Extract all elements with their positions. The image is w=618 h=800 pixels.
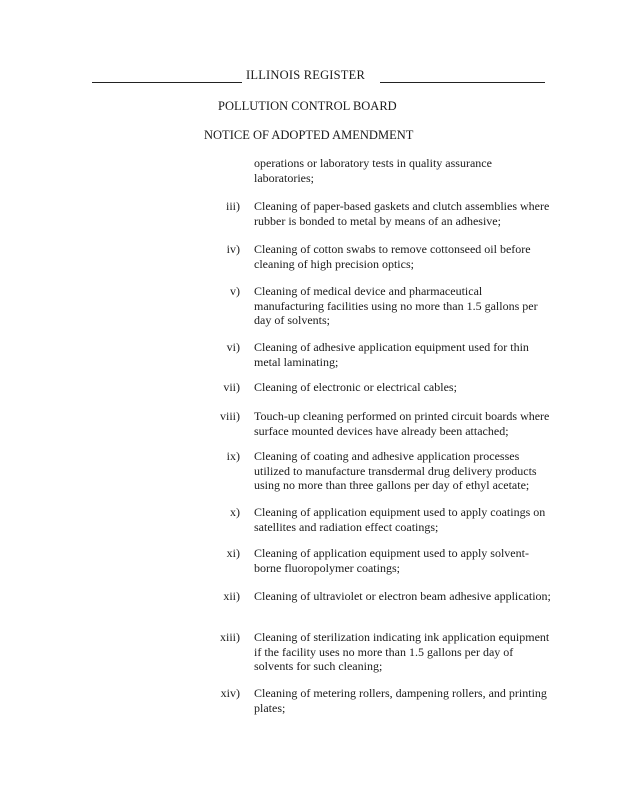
item-number: xiv)	[220, 686, 240, 700]
item-text: Cleaning of medical device and pharmaceutical manufacturing facilities using no more than 1.5 gallons per day of solvents;	[254, 284, 538, 327]
item-text: Touch-up cleaning performed on printed circuit boards where surface mounted devices have already been attached;	[254, 409, 550, 438]
item-text: Cleaning of ultraviolet or electron beam adhesive application;	[254, 589, 551, 603]
item-number: vi)	[226, 340, 240, 354]
item-text: Cleaning of cotton swabs to remove cottonseed oil before cleaning of high precision optics;	[254, 242, 531, 271]
item-text: Cleaning of application equipment used to apply solvent-borne fluoropolymer coatings;	[254, 546, 529, 575]
item-text: Cleaning of metering rollers, dampening rollers, and printing plates;	[254, 686, 547, 715]
item-number: xiii)	[220, 630, 240, 644]
lead-paragraph: operations or laboratory tests in quality assurance laboratories;	[254, 156, 492, 185]
item-number: viii)	[220, 409, 240, 423]
item-number: ix)	[226, 449, 240, 463]
item-text: Cleaning of adhesive application equipment used for thin metal laminating;	[254, 340, 529, 369]
item-number: xii)	[223, 589, 240, 603]
register-title: ILLINOIS REGISTER	[246, 68, 366, 82]
item-number: iv)	[226, 242, 240, 256]
item-number: x)	[230, 505, 240, 519]
header-rule-right	[380, 82, 545, 83]
item-number: vii)	[223, 380, 240, 394]
item-text: Cleaning of paper-based gaskets and clutch assemblies where rubber is bonded to metal by means of an adhesive;	[254, 199, 550, 228]
item-text: Cleaning of application equipment used to apply coatings on satellites and radiation effect coatings;	[254, 505, 546, 534]
board-title: POLLUTION CONTROL BOARD	[218, 99, 397, 113]
item-text: Cleaning of electronic or electrical cables;	[254, 380, 457, 394]
header-rule-left	[92, 82, 242, 83]
item-number: v)	[230, 284, 240, 298]
item-number: iii)	[226, 199, 240, 213]
item-text: Cleaning of sterilization indicating ink application equipment if the facility uses no more than 1.5 gallons per day of solvents for such cleaning;	[254, 630, 550, 673]
item-number: xi)	[226, 546, 240, 560]
item-text: Cleaning of coating and adhesive application processes utilized to manufacture transdermal drug delivery products using no more than three gallons per day of ethyl acetate;	[254, 449, 537, 492]
notice-title: NOTICE OF ADOPTED AMENDMENT	[204, 128, 414, 142]
